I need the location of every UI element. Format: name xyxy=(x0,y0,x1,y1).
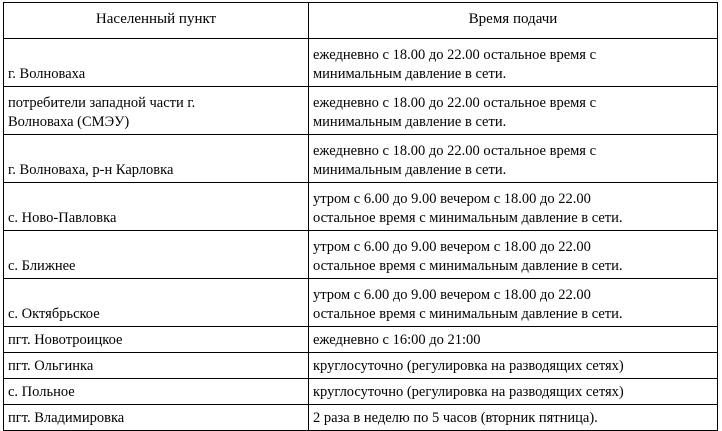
cell-time: ежедневно с 18.00 до 22.00 остальное время с минимальным давление в сети. xyxy=(309,135,718,183)
cell-place: пгт. Ольгинка xyxy=(4,353,309,379)
table-row xyxy=(4,353,718,379)
table-row xyxy=(4,183,718,231)
cell-time: 2 раза в неделю по 5 часов (вторник пятница). xyxy=(309,405,718,431)
cell-time: ежедневно с 16:00 до 21:00 xyxy=(309,327,718,353)
cell-time: утром с 6.00 до 9.00 вечером с 18.00 до 22.00 остальное время с минимальным давление в сети. xyxy=(309,231,718,279)
cell-place: пгт. Новотроицкое xyxy=(4,327,309,353)
cell-place: г. Волноваха, р-н Карловка xyxy=(4,135,309,183)
cell-time: ежедневно с 18.00 до 22.00 остальное время с минимальным давление в сети. xyxy=(309,87,718,135)
water-supply-schedule-table xyxy=(3,2,718,431)
table-row xyxy=(4,87,718,135)
table-row xyxy=(4,135,718,183)
cell-place: с. Ново-Павловка xyxy=(4,183,309,231)
cell-place: потребители западной части г. Волноваха (СМЭУ) xyxy=(4,87,309,135)
table-row xyxy=(4,231,718,279)
column-header-place: Населенный пункт xyxy=(4,3,309,39)
table-row xyxy=(4,379,718,405)
table-header-row xyxy=(4,3,718,39)
table-row xyxy=(4,405,718,431)
cell-place: пгт. Владимировка xyxy=(4,405,309,431)
table-row xyxy=(4,279,718,327)
table-body xyxy=(4,39,718,431)
document-sheet xyxy=(0,2,722,425)
cell-place: с. Октябрьское xyxy=(4,279,309,327)
table-row xyxy=(4,327,718,353)
cell-place: г. Волноваха xyxy=(4,39,309,87)
table-row xyxy=(4,39,718,87)
cell-time: круглосуточно (регулировка на разводящих сетях) xyxy=(309,379,718,405)
column-header-time: Время подачи xyxy=(309,3,718,39)
cell-place: с. Польное xyxy=(4,379,309,405)
cell-time: круглосуточно (регулировка на разводящих сетях) xyxy=(309,353,718,379)
cell-time: утром с 6.00 до 9.00 вечером с 18.00 до 22.00 остальное время с минимальным давление в сети. xyxy=(309,183,718,231)
cell-time: утром с 6.00 до 9.00 вечером с 18.00 до 22.00 остальное время с минимальным давление в сети. xyxy=(309,279,718,327)
cell-place: с. Ближнее xyxy=(4,231,309,279)
cell-time: ежедневно с 18.00 до 22.00 остальное время с минимальным давление в сети. xyxy=(309,39,718,87)
